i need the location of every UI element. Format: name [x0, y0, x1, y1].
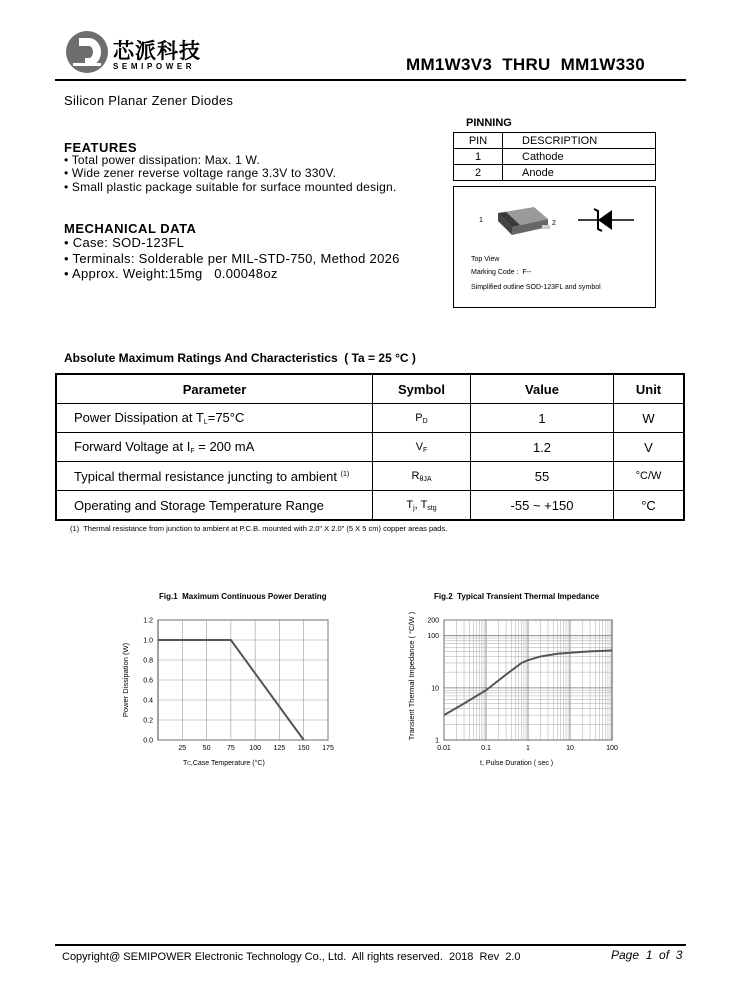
ratings-table [55, 373, 685, 521]
y-tick-label: 0.4 [143, 697, 153, 705]
mechanical-list [64, 235, 400, 282]
y-tick-label: 100 [427, 633, 439, 641]
mechanical-title: MECHANICAL DATA [64, 221, 197, 236]
fig2-xlabel: t, Pulse Duration ( sec ) [480, 760, 554, 767]
document-title: MM1W3V3 THRU MM1W330 [406, 55, 645, 74]
fig2-title: Fig.2 Typical Transient Thermal Impedance [434, 592, 600, 601]
ratings-title: Absolute Maximum Ratings And Characteristics ( Ta = 25 °C ) [64, 351, 416, 365]
table-cell: 1.2 [471, 433, 614, 462]
table-cell: Power Dissipation at $T_L=75^\circ C$ [56, 404, 373, 433]
subtitle: Silicon Planar Zener Diodes [64, 93, 234, 108]
brand-cn: 芯派科技 [113, 39, 201, 63]
x-tick-label: 100 [606, 745, 618, 752]
x-tick-label: 0.01 [437, 745, 451, 752]
table-row [454, 149, 656, 165]
table-cell: Operating and Storage Temperature Range [56, 491, 373, 521]
y-tick-label: 0.2 [143, 717, 153, 725]
y-tick-label: 0.0 [143, 737, 153, 745]
y-axis-label: Power Dissipation (W) [121, 642, 130, 718]
table-row [56, 462, 684, 491]
table-row [454, 133, 656, 149]
y-tick-label: 1.2 [143, 617, 153, 625]
table-header-cell: Symbol [373, 374, 471, 404]
x-tick-label: 25 [178, 745, 187, 752]
table-cell: $P_D$ [373, 404, 471, 433]
list-item: • Total power dissipation: Max. 1 W. [64, 153, 260, 167]
ratings-footnote: (1) Thermal resistance from junction to ambient at P.C.B. mounted with 2.0" X 2.0" (5 X 5 cm) copper areas pads. [70, 524, 448, 533]
fig1-xlabel: TC,Case Temperature (°C) [183, 760, 265, 767]
footer-copyright: Copyright@ SEMIPOWER Electronic Technology Co., Ltd. All rights reserved. 2018 Rev 2.0 [62, 951, 521, 963]
table-cell: °C [614, 491, 685, 521]
x-tick-label: 50 [202, 745, 211, 752]
table-cell: 2 [454, 165, 503, 181]
table-row [56, 374, 684, 404]
table-cell: 1 [454, 149, 503, 165]
list-item: • Approx. Weight:15mg 0.00048oz [64, 266, 278, 281]
x-tick-label: 10 [566, 745, 574, 752]
table-cell: 55 [471, 462, 614, 491]
fig1-title: Fig.1 Maximum Continuous Power Derating [159, 592, 327, 601]
y-tick-label: 1.0 [143, 637, 153, 645]
table-cell: Cathode [503, 149, 656, 165]
header-rule [55, 79, 686, 81]
table-cell: Typical thermal resistance juncting to ambient $^{(1)}$ [56, 462, 373, 491]
logo [65, 30, 109, 74]
y-tick-label: 0.6 [143, 677, 153, 685]
list-item: • Small plastic package suitable for surface mounted design. [64, 179, 397, 194]
features-title: FEATURES [64, 140, 138, 155]
y-tick-label: 0.8 [143, 657, 153, 665]
table-header-cell: PIN [454, 133, 503, 149]
table-row [56, 433, 684, 462]
features-list [64, 154, 396, 194]
table-cell: Forward Voltage at $I_F = 200$ mA [56, 433, 373, 462]
x-tick-label: 150 [297, 745, 310, 752]
x-tick-label: 1 [526, 745, 530, 752]
top-view-label: Top View [471, 256, 500, 263]
list-item: • Terminals: Solderable per MIL-STD-750, Method 2026 [64, 250, 400, 266]
pinning-table [453, 132, 656, 181]
package-icon [492, 201, 552, 243]
x-tick-label: 75 [226, 745, 235, 752]
table-cell: °C/W [614, 462, 685, 491]
zener-diode-symbol-icon [576, 205, 636, 235]
table-row [56, 404, 684, 433]
footer-page-number: Page 1 of 3 [611, 948, 683, 962]
pinning-title: PINNING [466, 117, 512, 129]
table-row [454, 165, 656, 181]
table-cell: -55 ~ +150 [471, 491, 614, 521]
table-cell: $V_F$ [373, 433, 471, 462]
table-header-cell: Unit [614, 374, 685, 404]
marking-code: Marking Code : F-- [471, 269, 532, 276]
table-header-cell: Parameter [56, 374, 373, 404]
x-tick-label: 125 [273, 745, 286, 752]
y-tick-label: 1 [435, 737, 439, 745]
x-tick-label: 100 [249, 745, 261, 752]
table-header-cell: Value [471, 374, 614, 404]
pin2-label: 2 [552, 220, 556, 227]
fig2-chart [400, 598, 630, 778]
brand-en: SEMIPOWER [113, 62, 196, 71]
table-cell: $T_j$, $T_{stg}$ [373, 491, 471, 521]
list-item: • Wide zener reverse voltage range 3.3V to 330V. [64, 166, 337, 181]
x-tick-label: 0.1 [481, 745, 491, 752]
package-outline-box [453, 186, 656, 308]
footer-rule [55, 944, 686, 946]
y-tick-label: 10 [431, 685, 439, 693]
table-cell: $R_{\theta JA}$ [373, 462, 471, 491]
table-cell: V [614, 433, 685, 462]
list-item: • Case: SOD-123FL [64, 235, 185, 250]
table-cell: W [614, 404, 685, 433]
y-tick-label: 200 [427, 617, 439, 625]
table-row [56, 491, 684, 521]
y-axis-label: Transient Thermal Impedance ( °C/W ) [407, 611, 416, 741]
x-tick-label: 175 [322, 745, 334, 752]
table-header-cell: DESCRIPTION [503, 133, 656, 149]
table-cell: Anode [503, 165, 656, 181]
pin1-label: 1 [479, 217, 483, 224]
outline-caption: Simplified outline SOD-123FL and symbol [471, 284, 601, 291]
table-cell: 1 [471, 404, 614, 433]
fig1-chart [110, 610, 350, 780]
